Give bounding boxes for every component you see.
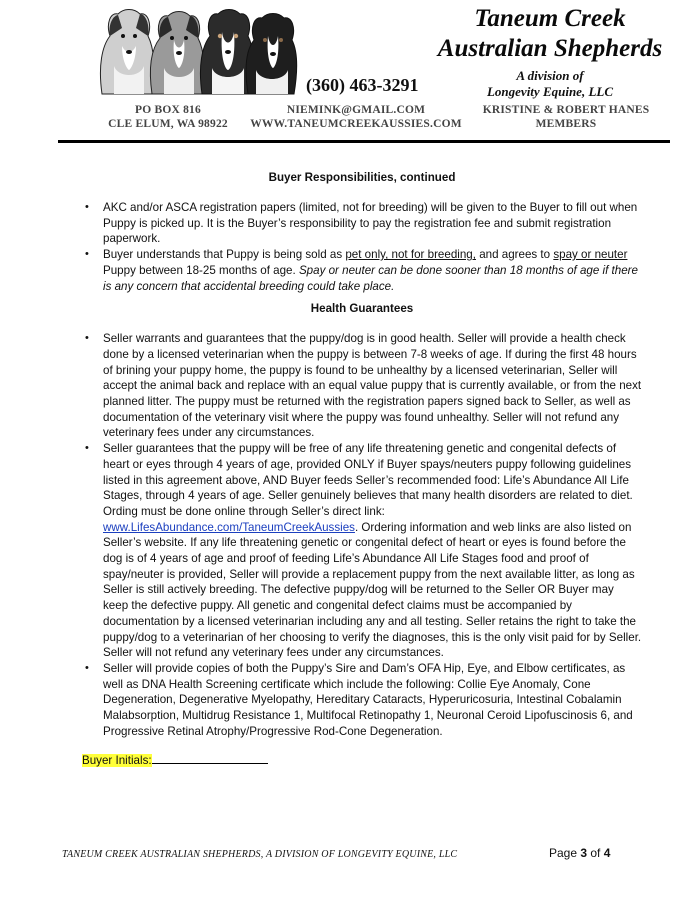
dog-icon: [150, 12, 204, 95]
website-address: WWW.TANEUMCREEKAUSSIES.COM: [250, 118, 462, 130]
list-item-text: Seller warrants and guarantees that the puppy/dog is in good health. Seller will provide a health check done by a licensed veterinarian when the puppy is between 7-8 weeks of age. If during the first 48 hours of brining your puppy home, the puppy is found to be unhealthy by a licensed veterinarian, Seller will accept the animal back and replace with an equal value puppy that is currently available, or from the next planned litter. The puppy must be returned with the registration papers signed back to Seller, as well as documentation of the veterinary visit where the puppy was found unhealthy. Seller will not refund any veterinary fees under any circumstances.: [103, 332, 642, 440]
footer-company: TANEUM CREEK AUSTRALIAN SHEPHERDS, A DIVISION OF LONGEVITY EQUINE, LLC: [62, 849, 458, 860]
list-item-text: Seller guarantees that the puppy will be free of any life threatening genetic and congenital defects of heart or eyes through 4 years of age, provided ONLY if Buyer spays/neuters puppy following guidelines listed in this agreement above, AND Buyer feeds Seller’s recommended food: Life’s Abundance All Life Stages, through 4 years of age. Seller genuinely believes that many health disorders are related to diet. Ording must be done online through Seller’s direct link:: [103, 442, 633, 518]
buyer-initials-blank[interactable]: [152, 751, 268, 764]
page-total: 4: [603, 846, 611, 860]
lifes-abundance-link[interactable]: www.LifesAbundance.com/TaneumCreekAussies: [103, 520, 355, 534]
list-item-text: Buyer understands that Puppy is being sold as: [103, 248, 346, 262]
bullet-icon: •: [85, 332, 89, 345]
dog-icon: [100, 10, 154, 95]
spay-neuter-clause: spay or neuter: [553, 248, 628, 262]
owners-info: [466, 103, 666, 131]
header-divider: [58, 140, 670, 143]
pet-only-clause: pet only, not for breeding,: [345, 248, 476, 262]
page-current: 3: [580, 846, 588, 860]
division-line2: Longevity Equine, LLC: [486, 84, 614, 99]
section-heading-buyer-responsibilities: Buyer Responsibilities, continued: [268, 171, 456, 184]
members-label: MEMBERS: [535, 118, 597, 130]
australian-shepherd-dogs-logo: [96, 6, 298, 98]
buyer-responsibilities-list: [82, 200, 642, 294]
bullet-icon: •: [85, 201, 89, 213]
list-item: [82, 441, 642, 661]
section-heading-health-guarantees: Health Guarantees: [310, 302, 414, 316]
spay-neuter-note: Spay or neuter can be done sooner than 18 months of age if there is any concern that accidental breeding could take place.: [103, 263, 638, 293]
buyer-initials-field: [82, 751, 642, 769]
bullet-icon: •: [85, 442, 89, 455]
division-text: [470, 68, 630, 100]
owners-names: KRISTINE & ROBERT HANES: [482, 104, 650, 116]
page-word: Page: [549, 846, 581, 860]
city-state-zip: CLE ELUM, WA 98922: [108, 118, 228, 130]
brand-title-line1: Taneum Creek: [474, 5, 626, 32]
po-box: PO BOX 816: [135, 104, 201, 116]
dog-icon: [246, 14, 297, 95]
email-address: NIEMINK@GMAIL.COM: [286, 104, 426, 116]
contact-info: [246, 103, 466, 131]
division-line1: A division of: [516, 68, 584, 83]
list-item-text: AKC and/or ASCA registration papers (limited, not for breeding) will be given to the Buyer to fill out when Puppy is picked up. It is the Buyer’s responsibility to pay the registration fee and submit registration paperwork.: [103, 201, 638, 246]
list-item: [82, 331, 642, 441]
page-of: of: [587, 846, 604, 860]
page-number: [549, 846, 610, 860]
mailing-address: [98, 103, 238, 131]
health-guarantees-list: [82, 331, 642, 739]
bullet-icon: •: [85, 248, 89, 261]
document-body: [82, 170, 642, 768]
phone-number: (360) 463-3291: [306, 75, 419, 95]
list-item-text: . Ordering information and web links are also listed on Seller’s website. If any life threatening genetic or congenital defect of heart or eyes is found before the dog is of 4 years of age and proof of feeding Life’s Abundance All Life Stages food and proof of spay/neuter is provided, Seller will provide a replacement puppy from the next available litter, as long as Seller is still actively breeding. The defective puppy/dog will be returned to the Seller OR Buyer may keep the defective puppy. All genetic and congenital defect claims must be accompanied by documentation by a licensed veterinarian including any and all testing. Seller retains the right to take the puppy/dog to a veterinarian of her choosing to verify the diagnoses, this is the only visit paid for by Seller. Seller will not refund any veterinary fees under any circumstances.: [103, 520, 642, 660]
brand-title: [418, 4, 682, 64]
list-item-text: Puppy between 18-25 months of age.: [103, 263, 299, 277]
brand-title-line2: Australian Shepherds: [437, 35, 663, 62]
list-item: [82, 200, 642, 247]
bullet-icon: •: [85, 661, 89, 674]
list-item-text: and agrees to: [475, 248, 554, 262]
list-item: [82, 247, 642, 294]
list-item: [82, 661, 642, 740]
buyer-initials-label: Buyer Initials:: [82, 753, 152, 767]
list-item-text: Seller will provide copies of both the Puppy’s Sire and Dam’s OFA Hip, Eye, and Elbow certificates, as well as DNA Health Screening certificate which include the following: Collie Eye Anomaly, Cone Degeneration, Degenerative Myelopathy, Hereditary Cataracts, Hyperuricosuria, Intestinal Cobalamin Malabsorption, Multidrug Resistance 1, Multifocal Retinopathy 1, Neuronal Ceroid Lipofuscinosis 6, and Progressive Retinal Atrophy/Progressive Rod-Cone Degeneration.: [103, 661, 633, 738]
